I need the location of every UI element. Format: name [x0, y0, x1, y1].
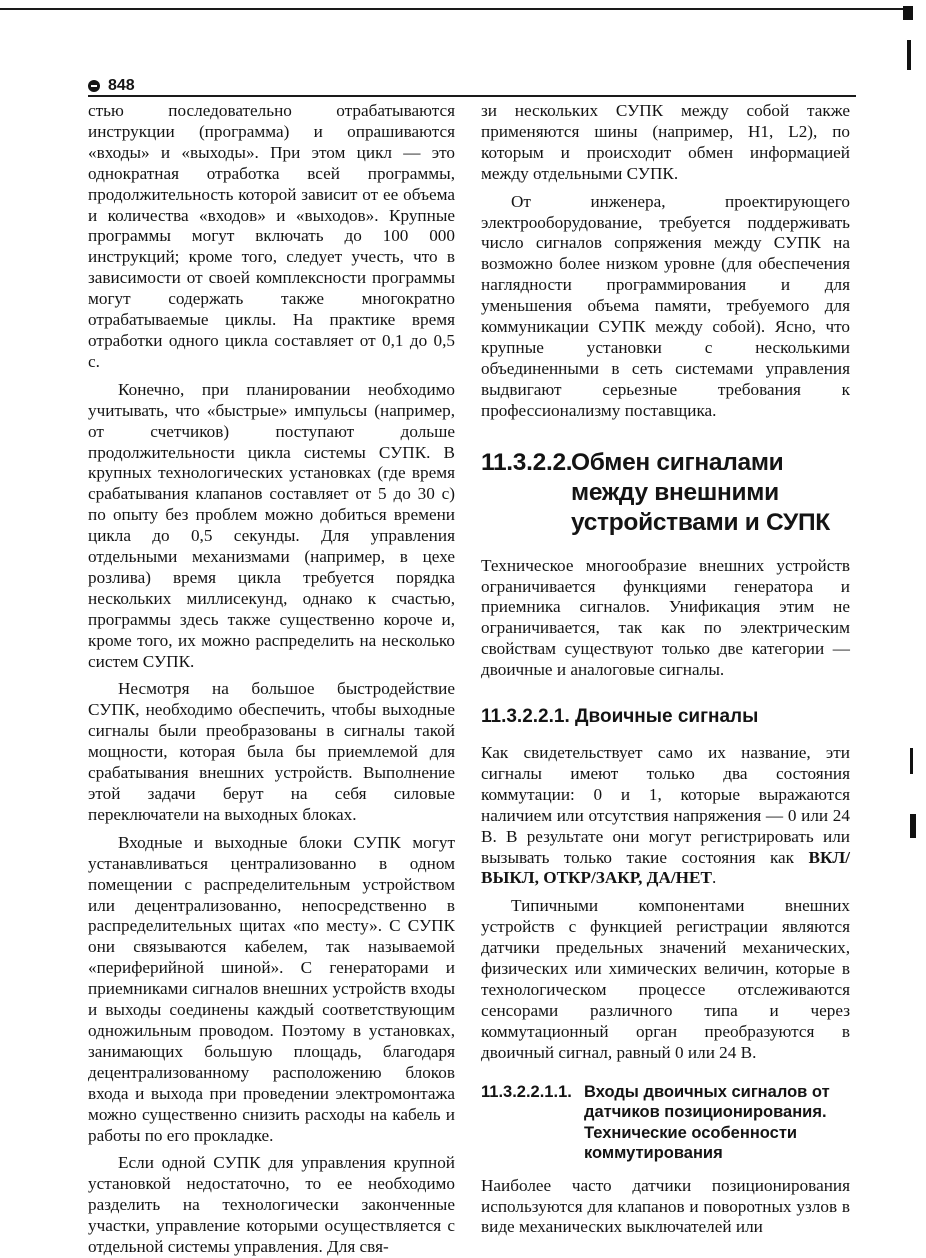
scan-edge-mark — [903, 6, 913, 20]
right-paragraph-4 — [481, 743, 850, 889]
subsubsection-heading-title: Входы двоичных сигналов от датчиков позиционирования. Технические особенности коммутирования — [584, 1082, 830, 1163]
left-column — [88, 101, 455, 1258]
left-paragraph-1: стью последовательно отрабатываются инструкции (программа) и опрашиваются «входы» и «выходы». При этом цикл — это однократная отработка всей программы, продолжительность которой зависит от ее объема и количества «входов» и «выходов». Крупные программы могут включать до 100 000 инструкций; кроме того, следует учесть, что в зависимости от своей комплексности программы могут содержать также многократно отрабатываемые циклы. На практике время отработки одного цикла составляет от 0,1 до 0,5 с. — [88, 101, 455, 371]
right-paragraph-4-end: . — [711, 868, 717, 888]
right-paragraph-3: Техническое многообразие внешних устройств ограничивается функциями генератора и приемника сигналов. Унификация этим не ограничивается, так как по электрическим свойствам существуют только две категории — двоичные и аналоговые сигналы. — [481, 555, 850, 680]
section-heading-title: Обмен сигналами между внешними устройствами и СУПК — [571, 448, 830, 536]
right-paragraph-1: зи нескольких СУПК между собой также применяются шины (например, H1, L2), по которым и происходит обмен информацией между отдельными СУПК. — [481, 101, 850, 183]
left-paragraph-2: Конечно, при планировании необходимо учитывать, что «быстрые» импульсы (например, от счетчиков) поступают дольше продолжительности цикла системы СУПК. В крупных технологических установках (где время срабатывания клапанов составляет от 5 до 30 с) по опыту без проблем можно добиться времени цикла до 0,5 секунды. Для управления отдельными механизмами (например, в цехе розлива) время цикла требуется порядка нескольких миллисекунд, однако к счастью, программы здесь также существенно короче и, кроме того, их можно распределить на несколько систем СУПК. — [88, 379, 455, 671]
subsubsection-heading-number: 11.3.2.2.1.1. — [481, 1082, 572, 1101]
left-paragraph-5: Если одной СУПК для управления крупной установкой недостаточно, то ее необходимо разделить на технологически законченные участки, управление которыми осуществляется с отдельной системы управления. Для свя- — [88, 1153, 455, 1257]
page-number: 848 — [108, 77, 135, 94]
right-paragraph-4-text: Как свидетельствует само их название, эти сигналы имеют только два состояния коммутации: 0 и 1, которые выражаются наличием или отсутствия напряжения — 0 или 24 В. В результате они могут регистрировать или вызывать только такие состояния как — [481, 743, 850, 867]
left-paragraph-4: Входные и выходные блоки СУПК могут устанавливаться централизованно в одном помещении с распределительным устройством или децентрализованно, непосредственно в распределительных щитах «по месту». С СУПК они связываются кабелем, так называемой «периферийной шиной». С генераторами и приемниками сигналов внешних устройств входы и выходы соединены каждый соответствующим одножильным проводом. Поэтому в установках, занимающих большую площадь, благодаря децентрализованному расположению блоков входа и выхода при проведении электромонтажа можно существенно снизить расходы на кабель и работы по его прокладке. — [88, 832, 455, 1145]
left-paragraph-3: Несмотря на большое быстродействие СУПК, необходимо обеспечить, чтобы выходные сигналы были преобразованы в сигналы такой мощности, которая была бы приемлемой для срабатывания внешних устройств. Выполнение этой задачи берут на себя силовые переключатели на выходных блоках. — [88, 679, 455, 824]
header-rule — [88, 95, 856, 97]
right-paragraph-5: Типичными компонентами внешних устройств с функцией регистрации являются датчики предельных значений механических, физических или химических величин, которые в технологическом процессе отслеживаются сенсорами различного типа и через коммутационный орган преобразуются в двоичный сигнал, равный 0 или 24 В. — [481, 896, 850, 1062]
top-border-line — [0, 8, 906, 10]
scan-edge-mark — [910, 814, 916, 838]
subsection-heading: 11.3.2.2.1. Двоичные сигналы — [481, 706, 759, 728]
subsubsection-heading — [481, 1082, 850, 1164]
scan-edge-mark — [907, 40, 911, 70]
page-marker-icon — [88, 80, 100, 92]
right-column — [481, 101, 850, 1238]
right-paragraph-6: Наиболее часто датчики позиционирования используются для клапанов и поворотных узлов в виде механических выключателей или — [481, 1175, 850, 1237]
section-heading — [481, 448, 850, 538]
scan-edge-mark — [910, 748, 913, 774]
right-paragraph-4-bold: ВКЛ/ВЫКЛ, ОТКР/ЗАКР, ДА/НЕТ — [481, 847, 850, 888]
section-heading-number: 11.3.2.2. — [481, 448, 573, 476]
right-paragraph-2: От инженера, проектирующего электрооборудование, требуется поддерживать число сигналов сопряжения между СУПК на возможно более низком уровне (для обеспечения наглядности программирования и для уменьшения объема памяти, требуемого для коммуникации СУПК между собой). Ясно, что крупные установки с несколькими объединенными в сеть системами управления выдвигают серьезные требования к профессионализму поставщика. — [481, 191, 850, 420]
page-header — [88, 76, 856, 96]
